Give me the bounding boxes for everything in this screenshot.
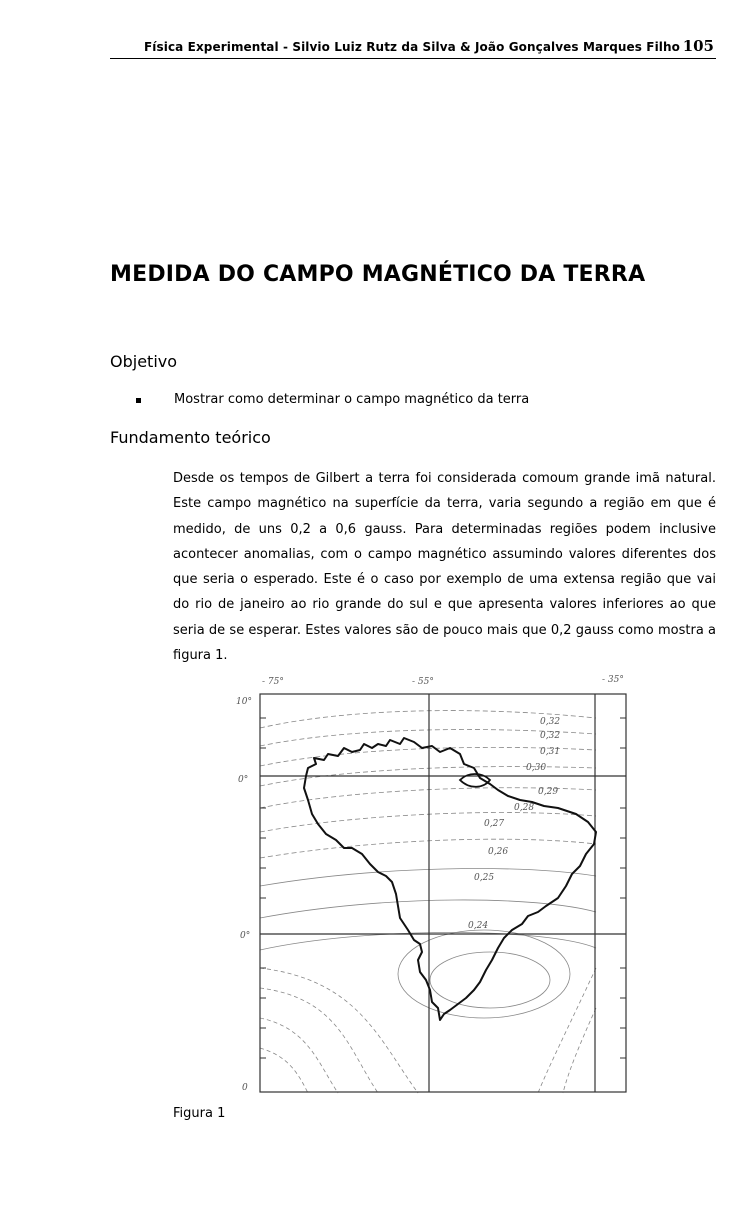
- map-grid: [260, 694, 626, 1092]
- contour-label: 0,30: [526, 763, 547, 773]
- contour-label: 0,26: [488, 847, 509, 857]
- longitude-label: - 55°: [412, 677, 434, 687]
- contour-label: 0,32: [540, 717, 561, 727]
- contour-label: 0,24: [468, 921, 489, 931]
- figure-magnetic-map: [228, 668, 640, 1098]
- bullet-icon: [136, 398, 141, 403]
- latitude-label: 0°: [240, 931, 251, 941]
- contour-label: 0,31: [540, 747, 561, 757]
- brazil-outline: [304, 738, 596, 1020]
- section-heading-objetivo: Objetivo: [110, 352, 178, 371]
- contour-label: 0,29: [538, 787, 559, 797]
- longitude-label: - 75°: [262, 677, 284, 687]
- page-number: 105: [682, 37, 714, 55]
- magnetic-field-map: [228, 668, 640, 1098]
- theory-paragraph: Desde os tempos de Gilbert a terra foi considerada comoum grande imã natural. Este campo magnético na superfície da terra, varia segundo a região em que é medido, de uns 0,2 a 0,6 gauss. Para determinadas regiões podem inclusive acontecer anomalias, com o campo magnético assumindo valores diferentes dos que seria o esperado. Este é o caso por exemplo de uma extensa região que vai do rio de janeiro ao rio grande do sul e que apresenta valores inferiores ao que seria de se esperar. Estes valores são de pouco mais que 0,2 gauss como mostra a figura 1.: [173, 471, 716, 664]
- running-title: Física Experimental - Silvio Luiz Rutz da Silva & João Gonçalves Marques Filho: [144, 40, 680, 54]
- chapter-title: MEDIDA DO CAMPO MAGNÉTICO DA TERRA: [110, 262, 646, 287]
- figure-caption: Figura 1: [173, 1106, 226, 1121]
- section-heading-fundamento: Fundamento teórico: [110, 428, 271, 447]
- contour-label: 0,27: [484, 819, 505, 829]
- latitude-label: 0: [242, 1083, 248, 1093]
- running-header: [110, 38, 716, 59]
- contour-label: 0,28: [514, 803, 535, 813]
- latitude-label: 0°: [238, 775, 249, 785]
- objective-item-text: Mostrar como determinar o campo magnético da terra: [174, 392, 530, 407]
- contour-label: 0,32: [540, 731, 561, 741]
- latitude-label: 10°: [236, 697, 252, 707]
- contour-label: 0,25: [474, 873, 495, 883]
- longitude-label: - 35°: [602, 675, 624, 685]
